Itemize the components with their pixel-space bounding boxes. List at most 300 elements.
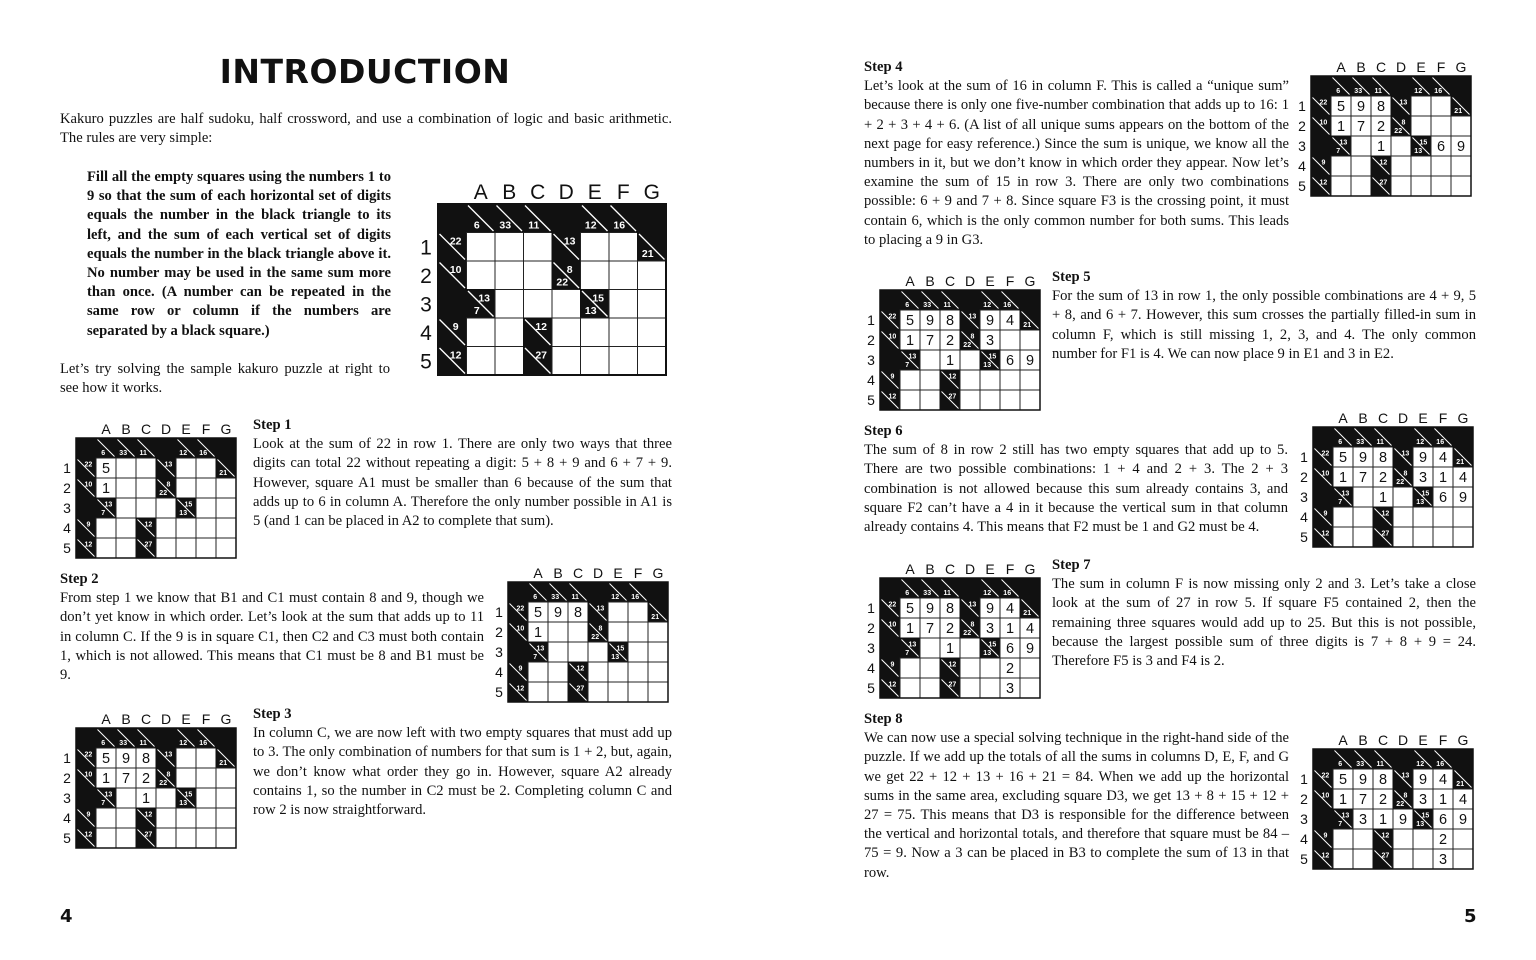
white-cell [609,261,638,290]
step6-text [864,422,1288,537]
down-clue: 11 [139,740,147,748]
column-label: A [101,711,111,727]
black-cell [1020,578,1040,598]
white-cell [552,290,581,319]
white-cell [495,233,524,262]
down-clue: 21 [1023,610,1032,618]
column-label: C [1377,732,1389,748]
down-clue: 16 [1003,302,1012,310]
step6-heading: Step 6 [864,423,903,439]
cell-value: 9 [1398,812,1408,829]
down-clue: 22 [159,780,168,788]
step8-heading: Step 8 [864,711,903,727]
row-label: 2 [495,624,503,641]
step7-body: The sum in column F is now missing only 2 and 3. Let’s take a close look at the sum of 27 in row 5. If square F5 contained 2, then the remaining three squares would add up to 25. But this is not possible, because the largest possible sum of three digits is 7 + 8 + 9 = 24. Therefore F5 is 3 and F4 is 2. [1052,576,1476,670]
across-clue: 15 [1419,139,1428,147]
white-cell [156,808,176,828]
white-cell [1411,156,1431,176]
cell-value: 9 [1358,772,1368,789]
white-cell [116,808,136,828]
white-cell [1020,678,1040,698]
white-cell [216,478,236,498]
white-cell [588,662,608,682]
column-label: C [140,421,152,437]
black-cell [156,438,176,458]
column-label: C [1377,410,1389,426]
column-label: D [592,565,604,581]
across-clue: 10 [84,481,93,489]
column-label: F [1005,273,1015,289]
down-clue: 16 [1436,761,1445,769]
column-label: A [533,565,543,581]
white-cell [1431,176,1451,196]
row-label: 5 [1298,178,1306,195]
down-clue: 12 [1414,88,1423,96]
step3-heading: Step 3 [253,706,292,722]
across-clue: 13 [968,601,977,609]
white-cell [960,658,980,678]
white-cell [1353,507,1373,527]
white-cell [1393,527,1413,547]
white-cell [1413,527,1433,547]
cell-value: 4 [1005,313,1015,330]
white-cell [216,768,236,788]
black-cell [1020,290,1040,310]
white-cell [980,678,1000,698]
black-cell [76,438,96,458]
across-clue: 8 [1401,119,1406,127]
black-cell [1451,76,1471,96]
white-cell [1431,96,1451,116]
white-cell [467,347,496,376]
down-clue: 7 [473,305,480,318]
white-cell [1353,829,1373,849]
across-clue: 12 [888,681,897,689]
row-label: 4 [63,520,71,537]
down-clue: 21 [1023,322,1032,330]
column-label: F [201,421,211,437]
down-clue: 12 [584,219,597,232]
down-clue: 16 [199,450,208,458]
across-clue: 15 [988,641,997,649]
row-label: 5 [1300,851,1308,868]
white-cell [116,458,136,478]
down-clue: 12 [983,302,992,310]
step1-text [253,416,672,531]
cell-value: 8 [945,601,955,618]
white-cell [196,828,216,848]
column-label: D [160,421,172,437]
column-label: B [925,273,935,289]
column-label: A [1338,732,1348,748]
across-clue: 27 [1381,852,1390,860]
column-label: E [181,711,191,727]
down-clue: 33 [1356,439,1365,447]
down-clue: 7 [1336,148,1341,156]
across-clue: 12 [1319,179,1328,187]
row-label: 3 [63,790,71,807]
across-clue: 9 [518,665,523,673]
black-cell [880,350,900,370]
white-cell [1433,527,1453,547]
white-cell [116,518,136,538]
white-cell [638,290,667,319]
across-clue: 10 [1319,119,1328,127]
white-cell [548,662,568,682]
cell-value: 3 [1418,792,1428,809]
row-label: 1 [495,604,503,621]
column-label: C [572,565,584,581]
cell-value: 1 [1338,470,1348,487]
black-cell [880,578,900,598]
step6-body: The sum of 8 in row 2 still has two empty squares that add up to 5. There are two possible combinations: 1 + 4 and 2 + 3. The 2 + 3 combination is not allowed because this sum already contains 3, and square F2 can’t have a 4 in it because the vertical sum in that column already contains 4. This means that F2 must be 1 and G2 must be 4. [864,442,1288,536]
across-clue: 8 [1403,792,1408,800]
down-clue: 21 [641,248,654,261]
white-cell [1451,116,1471,136]
row-label: 4 [63,810,71,827]
white-cell [552,318,581,347]
across-clue: 13 [908,641,917,649]
row-label: 1 [63,460,71,477]
cell-value: 8 [1376,99,1386,116]
row-label: 5 [420,350,432,374]
column-label: E [587,181,602,204]
cell-value: 4 [1458,470,1468,487]
down-clue: 13 [983,362,992,370]
white-cell [156,498,176,518]
cell-value: 8 [1378,450,1388,467]
down-clue: 12 [611,594,620,602]
column-label: E [985,561,995,577]
page-number-left: 4 [60,906,73,927]
white-cell [136,458,156,478]
down-clue: 13 [179,800,188,808]
black-cell [1313,427,1333,447]
white-cell [216,498,236,518]
white-cell [638,318,667,347]
row-label: 1 [1300,449,1308,466]
cell-value: 1 [1376,139,1386,156]
white-cell [216,538,236,558]
black-cell [1453,427,1473,447]
white-cell [495,290,524,319]
white-cell [608,662,628,682]
white-cell [467,318,496,347]
column-label: F [1436,59,1446,75]
kakuro-svg [1293,54,1473,198]
black-cell [588,582,608,602]
white-cell [196,538,216,558]
white-cell [196,458,216,478]
across-clue: 10 [449,263,462,276]
white-cell [176,518,196,538]
white-cell [648,622,668,642]
kakuro-svg [490,560,670,704]
down-clue: 12 [179,450,188,458]
white-cell [176,828,196,848]
step4-text-top [864,58,1289,250]
row-label: 2 [420,264,432,288]
step1-body: Look at the sum of 22 in row 1. There are only two ways that three digits can total 22 without repeating a digit: 5 + 8 + 9 and 6 + 7 + 9. However, square A1 must be smaller than 6 because of the sum that adds up to 6 in column A. Therefore the only number possible in A1 is 5 (and 1 can be placed in A2 to complete that sum). [253,436,672,530]
down-clue: 6 [905,590,910,598]
black-cell [960,290,980,310]
white-cell [980,370,1000,390]
row-label: 1 [867,600,875,617]
cell-value: 8 [573,605,583,622]
white-cell [495,261,524,290]
white-cell [1391,156,1411,176]
step2-grid [490,560,670,709]
white-cell [96,538,116,558]
white-cell [960,678,980,698]
down-clue: 22 [591,634,600,642]
cell-value: 1 [1005,621,1015,638]
white-cell [1431,116,1451,136]
white-cell [900,390,920,410]
cell-value: 4 [1025,621,1035,638]
cell-value: 2 [1378,470,1388,487]
column-label: B [1358,732,1368,748]
column-label: F [201,711,211,727]
step4-grid [1293,54,1473,203]
white-cell [920,350,940,370]
black-cell [1313,749,1333,769]
column-label: B [121,421,131,437]
black-cell [76,498,96,518]
page-title: INTRODUCTION [219,52,511,91]
white-cell [1413,849,1433,869]
down-clue: 21 [219,760,228,768]
step7-text [1052,556,1476,671]
column-label: G [1455,59,1467,75]
cell-value: 9 [1458,812,1468,829]
black-cell [1313,809,1333,829]
across-clue: 13 [1401,772,1410,780]
step1-grid [58,416,238,565]
cell-value: 2 [1438,832,1448,849]
white-cell [581,233,610,262]
white-cell [196,748,216,768]
white-cell [588,642,608,662]
white-cell [900,658,920,678]
white-cell [980,390,1000,410]
row-label: 1 [1300,771,1308,788]
step7-grid [862,556,1042,705]
try-paragraph: Let’s try solving the sample kakuro puzzle at right to see how it works. [60,361,390,397]
white-cell [116,788,136,808]
kakuro-svg [414,174,668,377]
row-label: 5 [1300,529,1308,546]
cell-value: 1 [141,791,151,808]
white-cell [1000,390,1020,410]
page-number-right: 5 [1464,906,1477,927]
row-label: 4 [495,664,503,681]
column-label: A [1336,59,1346,75]
white-cell [116,538,136,558]
down-clue: 7 [101,800,106,808]
rules-paragraph: Fill all the empty squares using the numbers 1 to 9 so that the sum of each horizontal set of digits equals the number in the black triangle to its left, and the sum of each vertical set of digits equals the number in the black triangle above it. No number may be used in the same sum more than once. (A number can be repeated in the same row or column if the numbers are separated by a black square.) [87,169,391,339]
row-label: 3 [867,640,875,657]
white-cell [1433,507,1453,527]
column-label: D [160,711,172,727]
cell-value: 7 [1358,792,1368,809]
across-clue: 9 [86,811,91,819]
cell-value: 8 [945,313,955,330]
black-cell [1311,76,1331,96]
row-label: 3 [1300,811,1308,828]
down-clue: 21 [1456,459,1465,467]
black-cell [508,642,528,662]
down-clue: 11 [943,302,951,310]
across-clue: 12 [576,665,585,673]
across-clue: 12 [1381,510,1390,518]
white-cell [900,678,920,698]
column-label: A [905,273,915,289]
step2-heading: Step 2 [60,571,99,587]
across-clue: 12 [449,349,462,362]
white-cell [568,622,588,642]
across-clue: 10 [1321,792,1330,800]
down-clue: 11 [1374,88,1382,96]
cell-value: 1 [1336,119,1346,136]
column-label: B [121,711,131,727]
down-clue: 22 [1394,128,1403,136]
cell-value: 5 [533,605,543,622]
column-label: B [553,565,563,581]
black-cell [638,204,667,233]
white-cell [216,788,236,808]
cell-value: 1 [905,621,915,638]
main-puzzle-grid [414,174,668,382]
white-cell [1413,507,1433,527]
across-clue: 27 [1379,179,1388,187]
column-label: C [944,561,956,577]
down-clue: 33 [923,302,932,310]
white-cell [136,498,156,518]
cell-value: 2 [945,333,955,350]
white-cell [608,682,628,702]
black-cell [438,204,467,233]
down-clue: 7 [905,362,910,370]
cell-value: 6 [1005,641,1015,658]
across-clue: 10 [888,333,897,341]
black-cell [1391,76,1411,96]
column-label: B [925,561,935,577]
row-label: 5 [867,680,875,697]
down-clue: 6 [473,219,480,232]
across-clue: 9 [890,373,895,381]
white-cell [1020,330,1040,350]
kakuro-svg [58,706,238,850]
row-label: 4 [867,372,875,389]
black-cell [438,290,467,319]
column-label: A [473,181,488,204]
column-label: G [220,421,232,437]
white-cell [900,370,920,390]
down-clue: 13 [1416,499,1425,507]
row-label: 4 [1300,831,1308,848]
cell-value: 4 [1458,792,1468,809]
white-cell [1451,176,1471,196]
across-clue: 27 [144,831,153,839]
across-clue: 12 [1379,159,1388,167]
across-clue: 13 [478,292,491,305]
cell-value: 2 [945,621,955,638]
white-cell [1353,487,1373,507]
across-clue: 22 [84,461,93,469]
white-cell [648,682,668,702]
white-cell [176,808,196,828]
white-cell [1393,849,1413,869]
cell-value: 9 [1025,641,1035,658]
column-label: C [140,711,152,727]
black-cell [1313,487,1333,507]
cell-value: 6 [1005,353,1015,370]
white-cell [196,478,216,498]
white-cell [196,808,216,828]
column-label: C [1375,59,1387,75]
white-cell [1351,136,1371,156]
row-label: 2 [1300,469,1308,486]
cell-value: 3 [985,333,995,350]
white-cell [1411,116,1431,136]
black-cell [508,582,528,602]
black-cell [648,582,668,602]
white-cell [216,828,236,848]
white-cell [638,347,667,376]
row-label: 3 [495,644,503,661]
black-cell [216,438,236,458]
white-cell [1331,176,1351,196]
across-clue: 12 [1321,530,1330,538]
white-cell [960,390,980,410]
across-clue: 15 [184,501,193,509]
cell-value: 9 [1025,353,1035,370]
down-clue: 13 [611,654,620,662]
down-clue: 6 [905,302,910,310]
cell-value: 1 [533,625,543,642]
white-cell [568,642,588,662]
across-clue: 9 [86,521,91,529]
row-label: 2 [63,770,71,787]
white-cell [1453,507,1473,527]
column-label: G [220,711,232,727]
cell-value: 1 [101,771,111,788]
across-clue: 8 [1403,470,1408,478]
white-cell [1431,156,1451,176]
row-label: 3 [867,352,875,369]
step4-body: Let’s look at the sum of 16 in column F. This is called a “unique sum” because there is only one five-number combination that adds up to 16: 1 + 2 + 3 + 4 + 6. (A list of all unique sums appears on the bottom of the next page for easy reference.) Since the sum is unique, we know all the numbers in it, but we don’t know in which order they appear. Now let’s examine the sum of 15 in row 3. There are only two combinations possible: 6 + 9 and 7 + 8. Since square F3 is the crossing point, it must contain 6, which is the only common number for both sums. This leads to placing a 9 in G3. [864,78,1289,248]
cell-value: 5 [101,461,111,478]
cell-value: 7 [121,771,131,788]
across-clue: 13 [968,313,977,321]
white-cell [1393,487,1413,507]
white-cell [628,682,648,702]
across-clue: 12 [516,685,525,693]
across-clue: 15 [616,645,625,653]
across-clue: 8 [566,263,573,276]
white-cell [608,602,628,622]
across-clue: 10 [1321,470,1330,478]
white-cell [1333,527,1353,547]
kakuro-svg [862,268,1042,412]
column-label: A [905,561,915,577]
cell-value: 2 [1376,119,1386,136]
across-clue: 8 [970,333,975,341]
cell-value: 4 [1438,772,1448,789]
cell-value: 9 [1458,490,1468,507]
row-label: 3 [1300,489,1308,506]
